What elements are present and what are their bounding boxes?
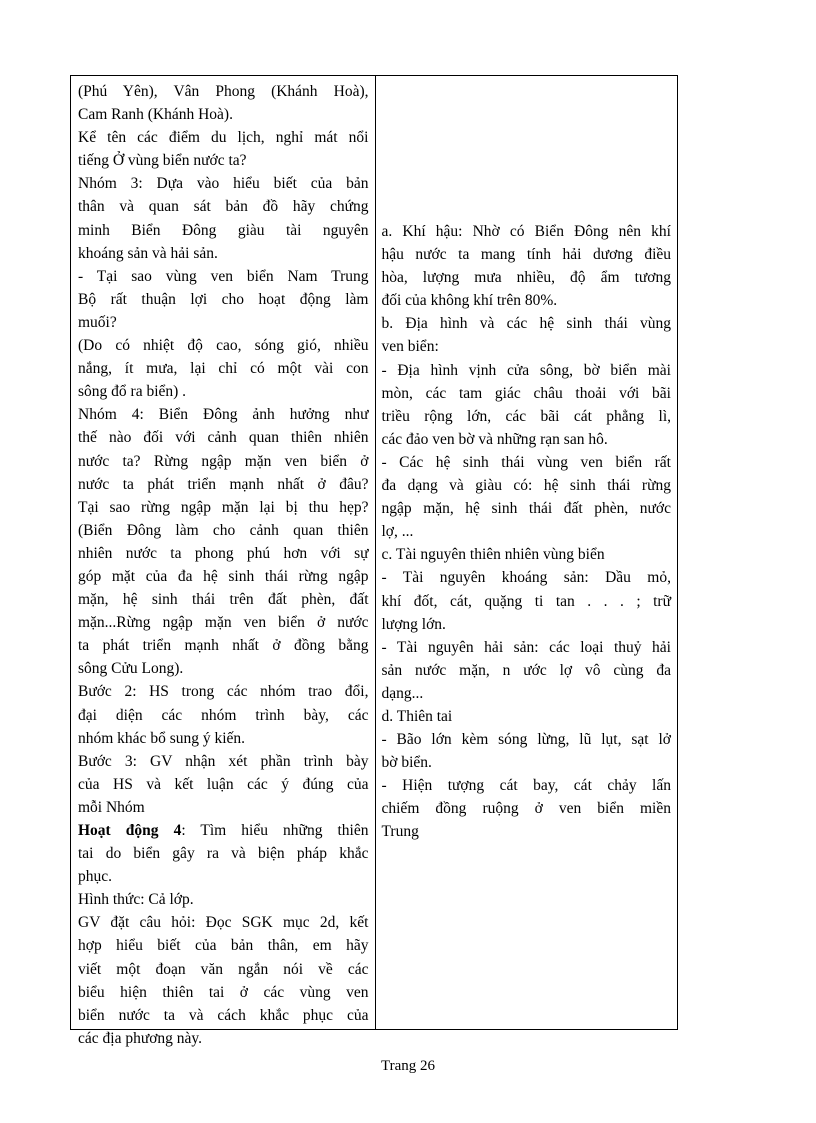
right-text-line: a. Khí hậu: Nhờ có Biển Đông nên khí bbox=[381, 223, 671, 240]
left-text-line: thế nào đối với cảnh quan thiên nhiên bbox=[78, 429, 369, 447]
left-text-line: sông đổ ra biển) . bbox=[78, 383, 187, 401]
right-text-line: - Bão lớn kèm sóng lừng, lũ lụt, sạt lở bbox=[381, 731, 671, 749]
right-text-line: - Tài nguyên hải sản: các loại thuỷ hải bbox=[381, 638, 671, 656]
left-text-line: nhiên nước ta phong phú hơn với sự bbox=[78, 544, 369, 562]
right-text-line: - Hiện tượng cát bay, cát chảy lấn bbox=[381, 777, 671, 795]
right-text-line: ngập mặn, hệ sinh thái đất phèn, nước bbox=[381, 500, 671, 518]
right-text-line: triều rộng lớn, các bãi cát phẳng lì, bbox=[381, 407, 671, 425]
left-text-line: Nhóm 3: Dựa vào hiểu biết của bản bbox=[78, 175, 369, 193]
right-text-line: - Các hệ sinh thái vùng ven biển rất bbox=[381, 453, 671, 471]
left-text-line: (Phú Yên), Vân Phong (Khánh Hoà), bbox=[78, 83, 369, 100]
left-text-line: nhóm khác bổ sung ý kiến. bbox=[78, 729, 246, 747]
right-text-line: các đảo ven bờ và những rạn san hô. bbox=[381, 430, 608, 448]
left-text-line: tiếng Ở vùng biển nước ta? bbox=[78, 152, 247, 170]
left-text-line: mặn, hệ sinh thái trên đất phèn, đất bbox=[78, 591, 369, 609]
left-text-line: (Do có nhiệt độ cao, sóng gió, nhiều bbox=[78, 337, 369, 355]
left-text-line: minh Biển Đông giàu tài nguyên bbox=[78, 221, 369, 239]
left-text-line: Kể tên các điểm du lịch, nghỉ mát nổi bbox=[78, 129, 369, 147]
left-text-line: muối? bbox=[78, 313, 117, 331]
left-text-line: biển nước ta và cách khắc phục của bbox=[78, 1006, 369, 1024]
right-text-line: chiếm đồng ruộng ở ven biển miền bbox=[381, 800, 671, 818]
left-text-line: thân và quan sát bản đồ hãy chứng bbox=[78, 198, 369, 216]
left-text-line: mặn...Rừng ngập mặn ven biển ở nước bbox=[78, 614, 369, 632]
right-text-line: - Tài nguyên khoáng sản: Dầu mỏ, bbox=[381, 569, 671, 587]
left-text-line: các địa phương này. bbox=[78, 1029, 203, 1047]
content-column bbox=[376, 76, 678, 1029]
right-text-line: hòa, lượng mưa nhiều, độ ẩm tương bbox=[381, 269, 671, 287]
activity-heading: Hoạt động 4 bbox=[78, 822, 182, 839]
right-text-line: bờ biển. bbox=[381, 754, 432, 772]
right-text-line: hậu nước ta mang tính hải dương điều bbox=[381, 246, 671, 264]
right-text-line: mòn, các tam giác châu thoải với bãi bbox=[381, 384, 671, 402]
left-text-line: phục. bbox=[78, 868, 113, 886]
right-text-line: dạng... bbox=[381, 684, 424, 702]
left-text-line: nước ta phát triển mạnh nhất ở đâu? bbox=[78, 475, 369, 493]
left-text-line: Bộ rất thuận lợi cho hoạt động làm bbox=[78, 290, 369, 308]
right-text-line: - Địa hình vịnh cửa sông, bờ biển mài bbox=[381, 361, 671, 379]
left-text-line: Bước 3: GV nhận xét phần trình bày bbox=[78, 752, 369, 770]
left-text-line: - Tại sao vùng ven biển Nam Trung bbox=[78, 267, 369, 285]
page-number: Trang 26 bbox=[380, 1058, 436, 1074]
left-text-line: nước ta? Rừng ngập mặn ven biển ở bbox=[78, 452, 369, 470]
left-text-line: GV đặt câu hỏi: Đọc SGK mục 2d, kết bbox=[78, 914, 369, 932]
right-text-line: Trung bbox=[381, 823, 419, 841]
left-text-line: Bước 2: HS trong các nhóm trao đổi, bbox=[78, 683, 369, 701]
left-text-line: sông Cửu Long). bbox=[78, 660, 184, 678]
right-text-line: đa dạng và giàu có: hệ sinh thái rừng bbox=[381, 477, 671, 495]
right-text-line: ven biển: bbox=[381, 338, 439, 356]
left-text-line: hợp hiểu biết của bản thân, em hãy bbox=[78, 937, 369, 955]
right-text-line: d. Thiên tai bbox=[381, 707, 453, 725]
left-text-line: tai do biển gây ra và biện pháp khắc bbox=[78, 845, 369, 863]
left-text-line bbox=[78, 819, 369, 842]
left-text-line: Hình thức: Cả lớp. bbox=[78, 891, 194, 909]
left-text-line: nắng, ít mưa, lại chỉ có một vài con bbox=[78, 360, 369, 378]
left-text-line: viết một đoạn văn ngắn nói về các bbox=[78, 960, 369, 978]
right-text-line: đối của không khí trên 80%. bbox=[381, 292, 558, 310]
content-table bbox=[70, 75, 678, 1047]
right-text-line: sản nước mặn, n ước lợ vô cùng đa bbox=[381, 661, 671, 679]
right-text-line: lợ, ... bbox=[381, 523, 414, 541]
right-text-line: lượng lớn. bbox=[381, 615, 446, 633]
left-text-line: của HS và kết luận các ý đúng của bbox=[78, 775, 369, 793]
left-text-line: ta phát triển mạnh nhất ở đồng bằng bbox=[78, 637, 369, 655]
left-text-line: đại diện các nhóm trình bày, các bbox=[78, 706, 369, 724]
left-text-line: biểu hiện thiên tai ở các vùng ven bbox=[78, 983, 369, 1001]
left-text-line: góp mặt của đa hệ sinh thái rừng ngập bbox=[78, 567, 369, 585]
activity-description: : Tìm hiểu những thiên bbox=[181, 822, 369, 839]
left-text-line: (Biển Đông làm cho cảnh quan thiên bbox=[78, 521, 369, 539]
left-text-line: khoáng sản và hải sản. bbox=[78, 244, 218, 262]
activities-column bbox=[71, 76, 376, 1047]
left-text-line: Nhóm 4: Biển Đông ảnh hưởng như bbox=[78, 406, 369, 424]
left-text-line: Tại sao rừng ngập mặn lại bị thu hẹp? bbox=[78, 498, 369, 516]
right-text-line: c. Tài nguyên thiên nhiên vùng biển bbox=[381, 546, 605, 564]
left-text-line: mỗi Nhóm bbox=[78, 798, 145, 816]
right-text-line: khí đốt, cát, quặng ti tan . . . ; trữ bbox=[381, 592, 671, 610]
left-text-line: Cam Ranh (Khánh Hoà). bbox=[78, 106, 233, 124]
right-text-line: b. Địa hình và các hệ sinh thái vùng bbox=[381, 315, 671, 333]
